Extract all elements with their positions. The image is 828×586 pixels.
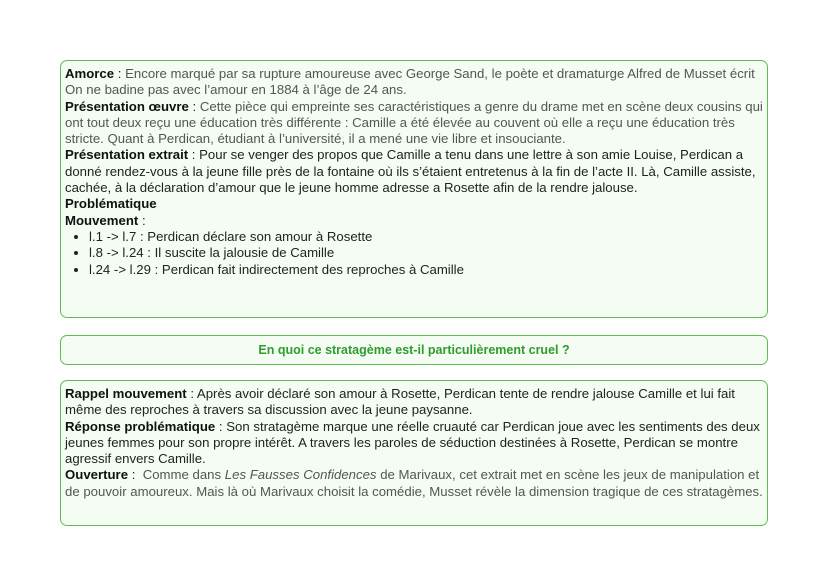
amorce-text: Encore marqué par sa rupture amoureuse avec George Sand, le poète et dramaturge Alfred de Musset écrit On ne badine pas avec l’amour en 1884 à l’âge de 24 ans. (65, 66, 755, 98)
reponse-label: Réponse problématique (65, 418, 216, 434)
extrait-text: Pour se venger des propos que Camille a tenu dans une lettre à son amie Louise, Perdican a donné rendez-vous à la jeune fille près de la fontaine où ils s’étaient entretenus à la fin de l’acte II. Là, Camille assiste, cachée, à la déclaration d’amour que le jeune homme adresse a Rosette afin de la rendre jalouse. (65, 147, 756, 196)
rappel-label: Rappel mouvement (65, 386, 187, 401)
oeuvre-paragraph: Présentation œuvre : Cette pièce qui empreinte ses caractéristiques a genre du drame met en scène deux cousins qui ont tout deux reçu une éducation très différente : Camille a été élevée au couvent où elle a reçu une éducation très stricte. Quant à Perdican, étudiant à l’université, il a mené une vie libre et insouciante. (65, 98, 763, 147)
ouverture-label: Ouverture (65, 467, 129, 483)
reponse-text: Son stratagème marque une réelle cruauté car Perdican joue avec les sentiments des deux jeunes femmes pour son propre intérêt. A travers les paroles de séduction destinées à Rosette, Perdican se montre agressif envers Camille. (65, 418, 760, 467)
amorce-label: Amorce (65, 66, 115, 81)
amorce-paragraph: Amorce : Encore marqué par sa rupture amoureuse avec George Sand, le poète et dramaturge Alfred de Musset écrit On ne badine pas avec l’amour en 1884 à l’âge de 24 ans. (65, 66, 755, 98)
rappel-text: Après avoir déclaré son amour à Rosette, Perdican tente de rendre jalouse Camille et lui fait même des reproches à travers sa discussion avec la jeune paysanne. (65, 386, 735, 418)
problematique-heading: Problématique (65, 196, 157, 212)
ouverture-title: Les Fausses Confidences (224, 467, 377, 483)
ouverture-paragraph: Ouverture : Comme dans Les Fausses Confidences de Marivaux, cet extrait met en scène les jeux de manipulation et de pouvoir amoureux. Mais là où Marivaux choisit la comédie, Musset révèle la dimension tragique de ces stratagèmes. (65, 467, 763, 499)
oeuvre-label: Présentation œuvre (65, 98, 189, 114)
extrait-paragraph: Présentation extrait : Pour se venger des propos que Camille a tenu dans une lettre à son amie Louise, Perdican a donné rendez-vous à la jeune fille près de la fontaine où ils s’étaient entretenus à la fin de l’acte II. Là, Camille assiste, cachée, à la déclaration d’amour que le jeune homme adresse a Rosette afin de la rendre jalouse. (65, 147, 756, 196)
question-box (60, 335, 768, 365)
list-item: • l.8 -> l.24 : Il suscite la jalousie de Camille (89, 245, 763, 261)
reponse-paragraph: Réponse problématique : Son stratagème marque une réelle cruauté car Perdican joue avec les sentiments des deux jeunes femmes pour son propre intérêt. A travers les paroles de séduction destinées à Rosette, Perdican se montre agressif envers Camille. (65, 418, 760, 467)
ouverture-post: de Marivaux, cet extrait met en scène les jeux de manipulation et de pouvoir amoureux. Mais là où Marivaux choisit la comédie, Musset révèle la dimension tragique de ces stratagèmes. (65, 467, 763, 499)
conclusion-box (60, 380, 768, 526)
mouvement-heading: Mouvement : (65, 212, 146, 228)
ouverture-pre: Comme dans (142, 467, 225, 483)
extrait-label: Présentation extrait (65, 147, 189, 163)
mouvement-list (65, 229, 763, 278)
introduction-box (60, 60, 768, 318)
problematique-question: En quoi ce stratagème est-il particulièrement cruel ? (258, 342, 570, 357)
list-item: • l.24 -> l.29 : Perdican fait indirectement des reproches à Camille (89, 262, 763, 278)
rappel-paragraph: Rappel mouvement : Après avoir déclaré son amour à Rosette, Perdican tente de rendre jalouse Camille et lui fait même des reproches à travers sa discussion avec la jeune paysanne. (65, 386, 735, 418)
list-item: • l.1 -> l.7 : Perdican déclare son amour à Rosette (89, 229, 763, 245)
oeuvre-text: Cette pièce qui empreinte ses caractéristiques a genre du drame met en scène deux cousins qui ont tout deux reçu une éducation très différente : Camille a été élevée au couvent où elle a reçu une éducation très stricte. Quant à Perdican, étudiant à l’université, il a mené une vie libre et insouciante. (65, 98, 763, 147)
